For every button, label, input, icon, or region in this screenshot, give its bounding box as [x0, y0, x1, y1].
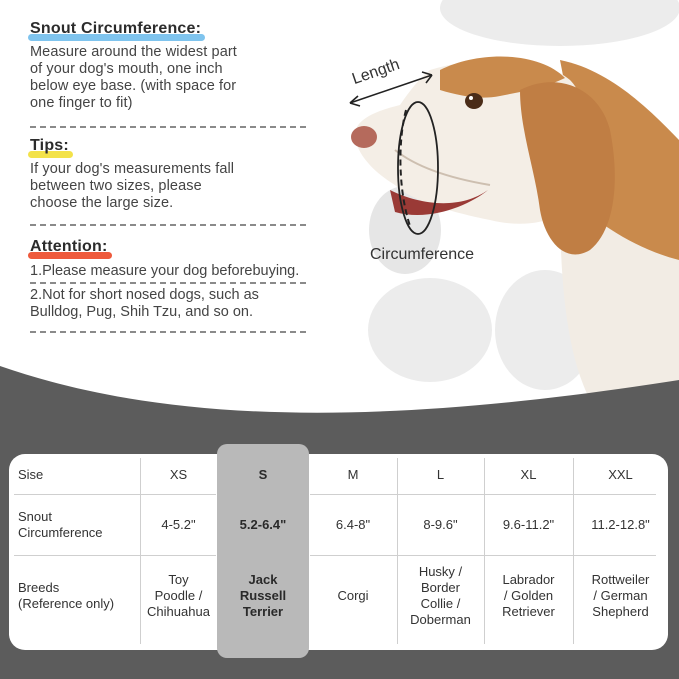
breeds-cell: [140, 556, 217, 636]
breed-line: Labrador: [502, 572, 555, 587]
paw-pad-icon: [440, 0, 679, 46]
row-header-size-text: Sise: [18, 467, 44, 482]
length-label: Length: [350, 56, 402, 89]
tips-heading-text: Tips:: [30, 137, 69, 154]
attention-heading: [30, 238, 108, 256]
size-header-l: L: [436, 467, 445, 482]
attention-line: 2.Not for short nosed dogs, such as: [30, 287, 259, 303]
row-header-size: [9, 456, 140, 494]
row-header-line: Circumference: [18, 525, 103, 540]
breed-line: Retriever: [502, 604, 555, 619]
tips-section: [30, 137, 308, 212]
size-header-s: S: [258, 467, 268, 482]
size-header-m: M: [347, 467, 359, 482]
breed-line: / Golden: [503, 588, 554, 603]
breed-line: Border: [420, 580, 460, 595]
breed-line: Husky /: [418, 564, 463, 579]
snout-description: [30, 44, 308, 112]
dashed-divider: [30, 126, 306, 128]
attention-item-1: 1.Please measure your dog beforebuying.: [30, 263, 300, 279]
snout-heading-text: Snout Circumference:: [30, 20, 202, 37]
snout-line: one finger to fit): [30, 95, 133, 111]
snout-line: of your dog's mouth, one inch: [30, 61, 223, 77]
tips-line: choose the large size.: [30, 195, 174, 211]
tips-line: If your dog's measurements fall: [30, 161, 235, 177]
breed-line: Poodle /: [154, 588, 203, 603]
row-header-snout: [9, 495, 140, 555]
size-header-xs: XS: [169, 467, 188, 482]
paw-pad-icon: [368, 278, 492, 382]
dashed-divider: [30, 331, 306, 333]
breeds-cell: [217, 556, 309, 636]
snout-line: below eye base. (with space for: [30, 78, 237, 94]
breed-line: Terrier: [242, 604, 284, 619]
breed-line: Corgi: [337, 588, 369, 603]
row-header-breeds: [9, 556, 140, 636]
breed-line: Rottweiler: [591, 572, 650, 587]
circumference-cell: 4-5.2": [161, 517, 196, 532]
breed-line: Russell: [239, 588, 287, 603]
size-header-xxl: XXL: [608, 467, 633, 482]
circumference-cell: 8-9.6": [423, 517, 458, 532]
attention-section: [30, 238, 360, 280]
circumference-cell: 5.2-6.4": [239, 517, 287, 532]
tips-heading: [30, 137, 69, 155]
attention-line: Bulldog, Pug, Shih Tzu, and so on.: [30, 304, 254, 320]
breed-line: Shepherd: [592, 604, 649, 619]
circumference-cell: 6.4-8": [335, 517, 371, 532]
breeds-cell: [309, 556, 397, 636]
breed-line: / German: [593, 588, 648, 603]
snout-line: Measure around the widest part: [30, 44, 237, 60]
snout-section: [30, 20, 308, 112]
attention-item-2: [30, 287, 360, 321]
row-header-line: (Reference only): [18, 596, 115, 611]
tips-line: between two sizes, please: [30, 178, 202, 194]
breed-line: Doberman: [410, 612, 471, 627]
attention-heading-text: Attention:: [30, 238, 108, 255]
dashed-divider: [30, 224, 306, 226]
snout-heading: [30, 20, 201, 38]
circumference-cell: 11.2-12.8": [591, 517, 650, 532]
row-header-line: Snout: [18, 509, 52, 524]
breeds-cell: [484, 556, 573, 636]
breeds-cell: [397, 556, 484, 636]
dashed-divider: [30, 282, 306, 284]
breed-line: Collie /: [420, 596, 461, 611]
circumference-label: Circumference: [370, 246, 475, 263]
circumference-cell: 9.6-11.2": [502, 517, 555, 532]
breed-line: Jack: [248, 572, 278, 587]
breed-line: Toy: [168, 572, 189, 587]
size-header-xl: XL: [520, 467, 537, 482]
breeds-cell: [573, 556, 668, 636]
tips-description: [30, 161, 308, 212]
breed-line: Chihuahua: [147, 604, 210, 619]
row-header-line: Breeds: [18, 580, 60, 595]
